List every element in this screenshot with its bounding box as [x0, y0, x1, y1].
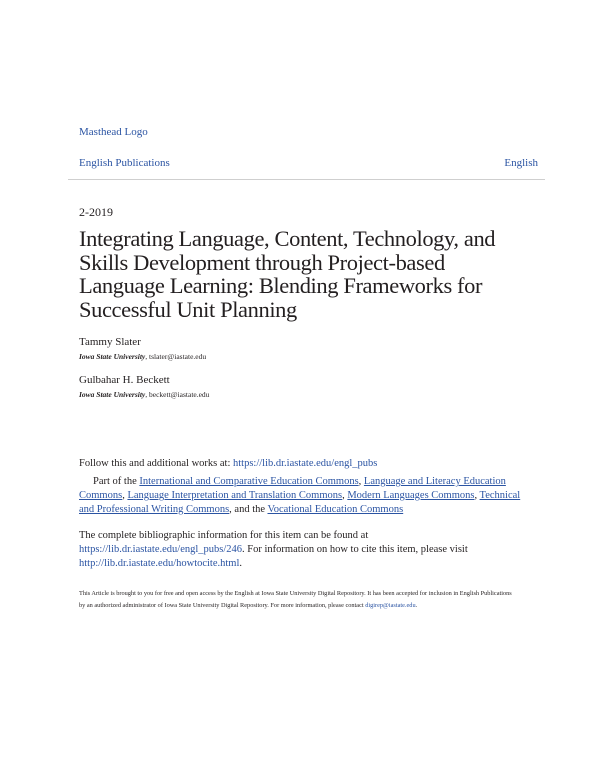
citation-text: The complete bibliographic information for this item can be found at — [79, 530, 369, 541]
separator-text: , and the — [229, 504, 268, 515]
part-of-text: Part of the — [93, 476, 140, 487]
article-title — [79, 227, 539, 321]
title-line: Integrating Language, Content, Technology, and — [79, 226, 496, 251]
citation-text: . — [239, 558, 243, 569]
repository-footer — [79, 588, 519, 611]
follow-text: Follow this and additional works at: — [79, 458, 233, 469]
publication-date: 2-2019 — [79, 205, 113, 219]
commons-link[interactable]: Language Interpretation and Translation Commons — [127, 490, 343, 501]
author-name: Tammy Slater — [79, 336, 141, 348]
contact-email-link[interactable]: digirep@iastate.edu — [365, 601, 416, 609]
commons-link[interactable]: International and Comparative Education Commons — [139, 476, 359, 487]
title-line: Successful Unit Planning — [79, 296, 297, 322]
footer-end: . — [415, 601, 418, 609]
separator-text: , — [474, 490, 480, 501]
separator-text: , — [342, 490, 348, 501]
department-link[interactable]: English — [504, 157, 538, 169]
masthead-logo-link[interactable]: Masthead Logo — [79, 126, 148, 138]
header-divider — [68, 179, 545, 180]
collection-link[interactable]: https://lib.dr.iastate.edu/engl_pubs — [233, 458, 378, 469]
citation-text: . For information on how to cite this item, please visit — [242, 544, 468, 555]
part-of-disciplines — [79, 475, 529, 517]
publication-link[interactable]: English Publications — [79, 157, 170, 169]
author-institution: Iowa State University — [79, 352, 146, 361]
author-email: , tslater@iastate.edu — [145, 352, 207, 361]
item-link[interactable]: https://lib.dr.iastate.edu/engl_pubs/246 — [79, 544, 243, 555]
commons-link[interactable]: Vocational Education Commons — [267, 504, 404, 515]
author-affiliation — [79, 352, 206, 361]
title-line: Language Learning: Blending Frameworks for — [79, 273, 483, 298]
footer-text: This Article is brought to you for free and open access by the English at Iowa State University Digital Repository. It has been accepted for inclusion in English Publications by an authorized administrator of Iowa State University Digital Repository. For more information, please contact — [79, 590, 512, 609]
commons-link[interactable]: Language and Literacy Education Commons — [79, 476, 506, 501]
howtocite-link[interactable]: http://lib.dr.iastate.edu/howtocite.html — [79, 558, 240, 569]
title-line: Skills Development through Project-based — [79, 249, 445, 275]
author-email: , beckett@iastate.edu — [145, 390, 210, 399]
separator-text: , — [358, 476, 364, 487]
author-affiliation — [79, 390, 209, 399]
commons-link[interactable]: Modern Languages Commons — [347, 490, 475, 501]
commons-link[interactable]: Technical and Professional Writing Commons — [79, 490, 521, 515]
citation-info — [79, 529, 529, 571]
follow-line — [79, 458, 377, 469]
separator-text: , — [122, 490, 128, 501]
author-institution: Iowa State University — [79, 390, 146, 399]
author-name: Gulbahar H. Beckett — [79, 374, 170, 386]
